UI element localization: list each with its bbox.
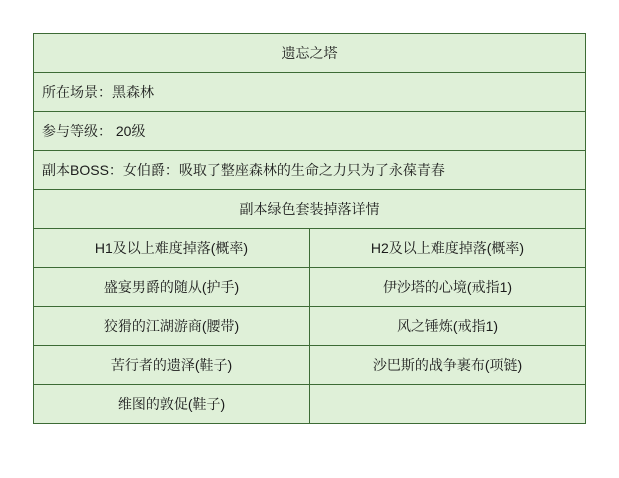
drop-header-h1: H1及以上难度掉落(概率) xyxy=(34,229,310,268)
table-row xyxy=(34,307,586,346)
table-row-drop-header xyxy=(34,229,586,268)
drop-item-right: 风之锤炼(戒指1) xyxy=(310,307,586,346)
drop-item-left: 维图的敦促(鞋子) xyxy=(34,385,310,424)
drop-item-right-empty xyxy=(310,385,586,424)
drop-header-h2: H2及以上难度掉落(概率) xyxy=(310,229,586,268)
drop-item-left: 苦行者的遗泽(鞋子) xyxy=(34,346,310,385)
table-row xyxy=(34,346,586,385)
table-row-title xyxy=(34,34,586,73)
boss-info: 副本BOSS：女伯爵：吸取了整座森林的生命之力只为了永葆青春 xyxy=(34,151,586,190)
table-row xyxy=(34,385,586,424)
dungeon-title: 遗忘之塔 xyxy=(34,34,586,73)
drop-item-right: 伊沙塔的心境(戒指1) xyxy=(310,268,586,307)
scene-info: 所在场景：黑森林 xyxy=(34,73,586,112)
level-requirement: 参与等级： 20级 xyxy=(34,112,586,151)
table-row xyxy=(34,151,586,190)
table-row xyxy=(34,112,586,151)
drop-section-title: 副本绿色套装掉落详情 xyxy=(34,190,586,229)
drop-item-right: 沙巴斯的战争裹布(项链) xyxy=(310,346,586,385)
drop-item-left: 狡猾的江湖游商(腰带) xyxy=(34,307,310,346)
table-row xyxy=(34,190,586,229)
dungeon-info-table-wrapper xyxy=(33,33,586,424)
table-row xyxy=(34,268,586,307)
table-row xyxy=(34,73,586,112)
table-body xyxy=(34,34,586,424)
dungeon-info-table xyxy=(33,33,586,424)
drop-item-left: 盛宴男爵的随从(护手) xyxy=(34,268,310,307)
